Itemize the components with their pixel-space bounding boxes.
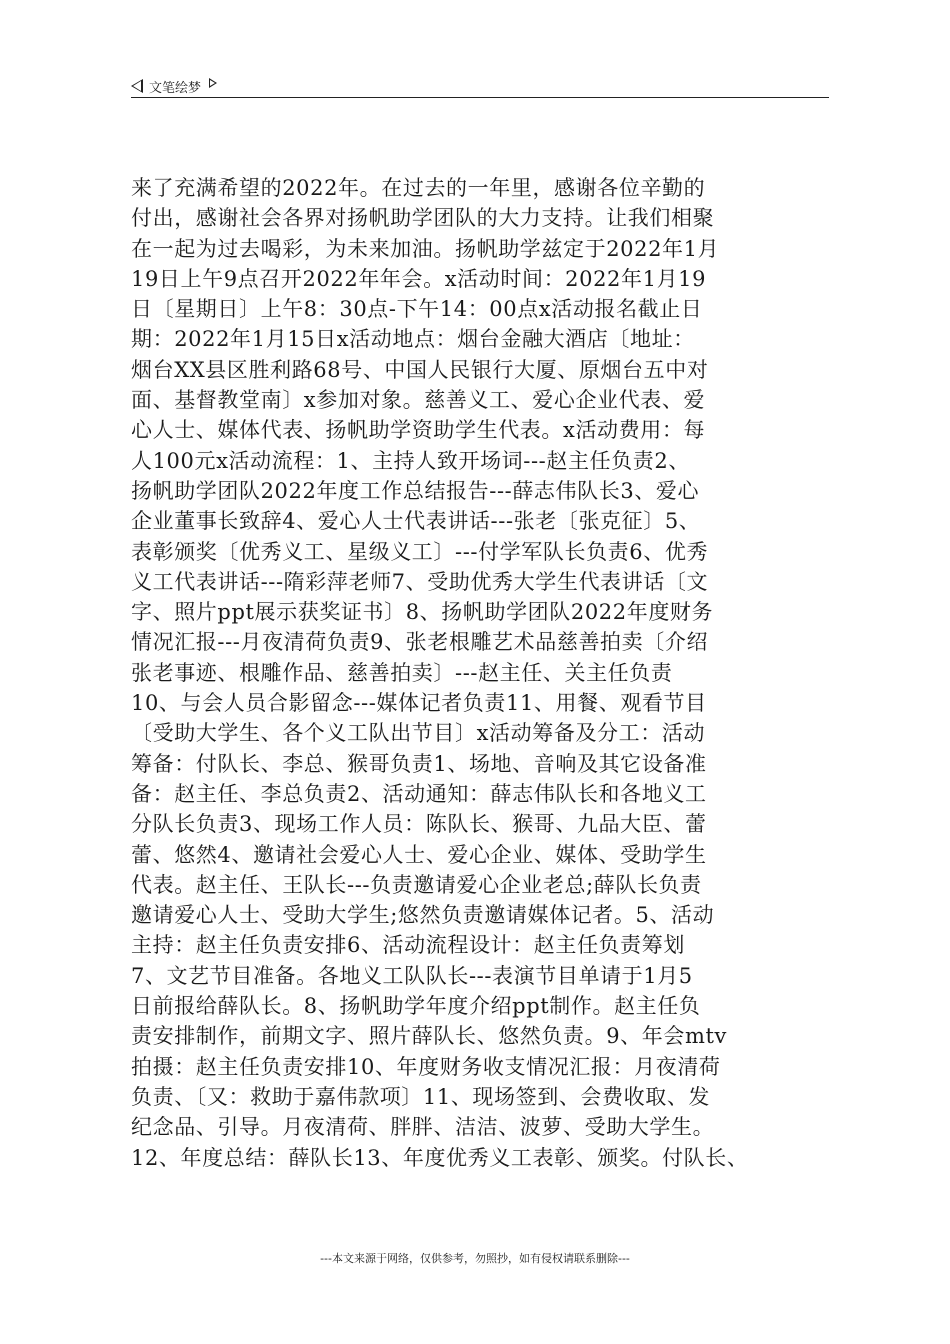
body-line: 10、与会人员合影留念---媒体记者负责11、用餐、观看节目 [131,691,707,716]
document-header [131,74,217,98]
body-line: 备：赵主任、李总负责2、活动通知：薛志伟队长和各地义工 [131,781,707,806]
body-line: 心人士、媒体代表、扬帆助学资助学生代表。x活动费用：每 [131,418,706,443]
body-line: 日前报给薛队长。8、扬帆助学年度介绍ppt制作。赵主任负 [131,994,701,1019]
header-title: 文笔绘梦 [149,80,202,96]
body-line: 在一起为过去喝彩，为未来加油。扬帆助学兹定于2022年1月 [131,236,720,261]
body-line: 义工代表讲话---隋彩萍老师7、受助优秀大学生代表讲话〔文 [131,569,709,594]
header-divider [131,97,829,98]
body-line: 邀请爱心人士、受助大学生;悠然负责邀请媒体记者。5、活动 [131,903,715,928]
body-line: 期：2022年1月15日x活动地点：烟台金融大酒店〔地址： [131,327,695,352]
body-line: 代表。赵主任、王队长---负责邀请爱心企业老总;薛队长负责 [131,872,702,897]
body-line: 负责、〔又：救助于嘉伟款项〕11、现场签到、会费收取、发 [131,1084,711,1109]
body-line: 企业董事长致辞4、爱心人士代表讲话---张老〔张克征〕5、 [131,509,701,534]
body-line: 面、基督教堂南〕x参加对象。慈善义工、爱心企业代表、爱 [131,388,706,413]
body-line: 烟台XX县区胜利路68号、中国人民银行大厦、原烟台五中对 [131,357,709,382]
body-line: 主持：赵主任负责安排6、活动流程设计：赵主任负责筹划 [131,933,685,958]
body-line: 表彰颁奖〔优秀义工、星级义工〕---付学军队长负责6、优秀 [131,539,709,564]
body-line: 责安排制作，前期文字、照片薛队长、悠然负责。9、年会mtv [131,1024,727,1049]
body-line: 扬帆助学团队2022年度工作总结报告---薛志伟队长3、爱心 [131,478,700,503]
body-line: 7、文艺节目准备。各地义工队队长---表演节目单请于1月5 [131,963,693,988]
body-line: 〔受助大学生、各个义工队出节目〕x活动筹备及分工：活动 [131,721,706,746]
footer-disclaimer: ---本文来源于网络，仅供参考，勿照抄，如有侵权请联系删除--- [320,1252,630,1265]
body-line: 张老事迹、根雕作品、慈善拍卖〕---赵主任、关主任负责 [131,660,673,685]
triangle-left-icon [131,79,143,93]
body-line: 付出，感谢社会各界对扬帆助学团队的大力支持。让我们相聚 [131,206,715,231]
body-line: 人100元x活动流程：1、主持人致开场词---赵主任负责2、 [131,448,690,473]
body-line: 分队长负责3、现场工作人员：陈队长、猴哥、九品大臣、蕾 [131,812,707,837]
body-line: 情况汇报---月夜清荷负责9、张老根雕艺术品慈善拍卖〔介绍 [131,630,709,655]
triangle-right-icon [209,78,217,88]
body-line: 12、年度总结：薛队长13、年度优秀义工表彰、颁奖。付队长、 [131,1145,749,1170]
body-line: 蕾、悠然4、邀请社会爱心人士、爱心企业、媒体、受助学生 [131,842,707,867]
body-text [131,173,836,1173]
body-line: 19日上午9点召开2022年年会。x活动时间：2022年1月19 [131,266,707,291]
body-line: 拍摄：赵主任负责安排10、年度财务收支情况汇报：月夜清荷 [131,1054,721,1079]
body-line: 纪念品、引导。月夜清荷、胖胖、洁洁、波萝、受助大学生。 [131,1115,715,1140]
body-line: 字、照片ppt展示获奖证书〕8、扬帆助学团队2022年度财务 [131,600,714,625]
body-line: 筹备：付队长、李总、猴哥负责1、场地、音响及其它设备准 [131,751,707,776]
body-line: 来了充满希望的2022年。在过去的一年里，感谢各位辛勤的 [131,176,706,200]
body-line: 日〔星期日〕上午8：30点-下午14：00点x活动报名截止日 [131,297,703,322]
